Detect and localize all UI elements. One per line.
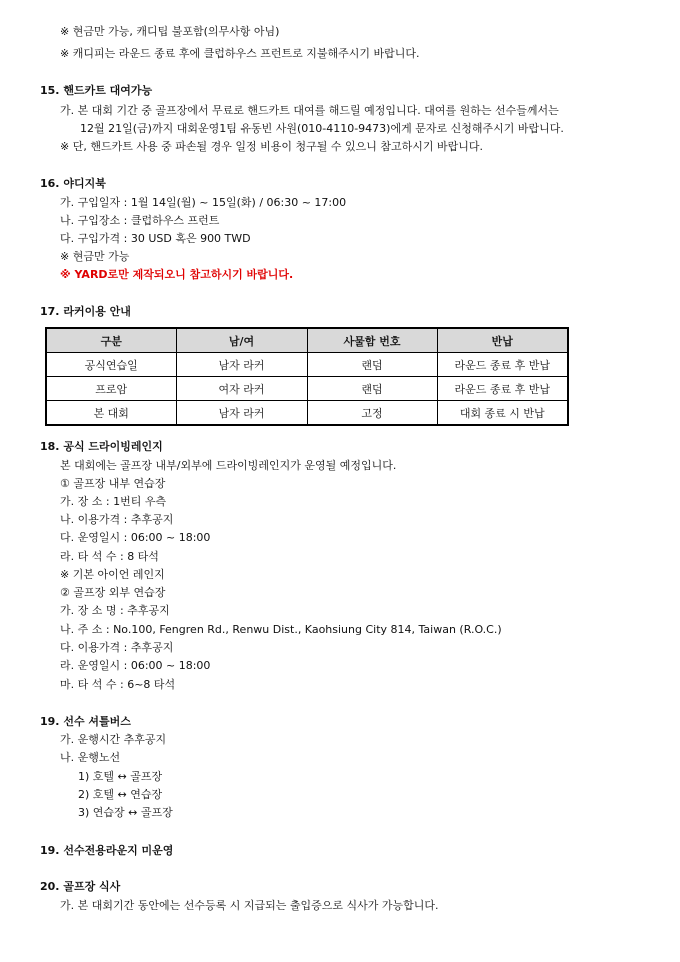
section-19-heading: 19. 선수 셔틀버스 <box>40 715 131 728</box>
section-15-heading: 15. 핸드카트 대여가능 <box>40 84 153 97</box>
section-18-line: ① 골프장 내부 연습장 <box>60 477 166 490</box>
caddie-fee-note: ※ 캐디피는 라운드 종료 후에 클럽하우스 프런트로 지불해주시기 바랍니다. <box>60 47 420 60</box>
table-cell: 랜덤 <box>307 353 437 377</box>
table-row <box>46 353 568 377</box>
section-16-item: 다. 구입가격 : 30 USD 혹은 900 TWD <box>60 232 251 245</box>
section-18-line: 다. 운영일시 : 06:00 ~ 18:00 <box>60 531 211 544</box>
section-18-line: 라. 타 석 수 : 8 타석 <box>60 550 159 563</box>
section-16-item: 가. 구입일자 : 1월 14일(월) ~ 15일(화) / 06:30 ~ 17:00 <box>60 196 347 209</box>
section-19b-heading: 19. 선수전용라운지 미운영 <box>40 844 174 857</box>
section-18-heading: 18. 공식 드라이빙레인지 <box>40 440 163 453</box>
table-cell: 프로암 <box>46 377 176 401</box>
table-cell: 랜덤 <box>307 377 437 401</box>
section-18-line: 나. 주 소 : No.100, Fengren Rd., Renwu Dist., Kaohsiung City 814, Taiwan (R.O.C.) <box>60 623 502 636</box>
table-cell: 라운드 종료 후 반납 <box>437 377 568 401</box>
column-header: 사물함 번호 <box>307 328 437 353</box>
section-18-line: 다. 이용가격 : 추후공지 <box>60 641 174 654</box>
table-cell: 여자 라커 <box>176 377 307 401</box>
shuttle-route: 3) 연습장 ↔ 골프장 <box>78 806 173 819</box>
table-cell: 대회 종료 시 반납 <box>437 401 568 426</box>
section-16-item: 나. 구입장소 : 클럽하우스 프런트 <box>60 214 220 227</box>
table-cell: 라운드 종료 후 반납 <box>437 353 568 377</box>
yard-warning: ※ YARD로만 제작되오니 참고하시기 바랍니다. <box>60 268 294 281</box>
section-17-heading: 17. 라커이용 안내 <box>40 305 131 318</box>
section-18-line: 가. 장 소 명 : 추후공지 <box>60 604 170 617</box>
table-cell: 고정 <box>307 401 437 426</box>
locker-table <box>45 327 569 426</box>
section-15-note: ※ 단, 핸드카트 사용 중 파손될 경우 일정 비용이 청구될 수 있으니 참고하시기 바랍니다. <box>60 140 483 153</box>
section-20-heading: 20. 골프장 식사 <box>40 880 121 893</box>
section-16-item: ※ 현금만 가능 <box>60 250 130 263</box>
table-row <box>46 377 568 401</box>
table-cell: 본 대회 <box>46 401 176 426</box>
table-row <box>46 401 568 426</box>
column-header: 구분 <box>46 328 176 353</box>
section-16-heading: 16. 야디지북 <box>40 177 106 190</box>
cash-only-note: ※ 현금만 가능, 캐디팁 불포함(의무사항 아님) <box>60 25 280 38</box>
table-header-row <box>46 328 568 353</box>
section-19-line: 가. 운행시간 추후공지 <box>60 733 167 746</box>
table-cell: 남자 라커 <box>176 353 307 377</box>
section-18-line: 마. 타 석 수 : 6~8 타석 <box>60 678 176 691</box>
section-15-line: 12월 21일(금)까지 대회운영1팀 유동빈 사원(010-4110-9473)에게 문자로 신청해주시기 바랍니다. <box>80 122 564 135</box>
section-20-line: 가. 본 대회기간 동안에는 선수등록 시 지급되는 출입증으로 식사가 가능합니다. <box>60 899 439 912</box>
section-18-intro: 본 대회에는 골프장 내부/외부에 드라이빙레인지가 운영될 예정입니다. <box>60 459 397 472</box>
section-18-line: ② 골프장 외부 연습장 <box>60 586 166 599</box>
column-header: 남/여 <box>176 328 307 353</box>
column-header: 반납 <box>437 328 568 353</box>
section-18-line: 나. 이용가격 : 추후공지 <box>60 513 174 526</box>
section-18-line: ※ 기본 아이언 레인지 <box>60 568 165 581</box>
section-15-line: 가. 본 대회 기간 중 골프장에서 무료로 핸드카트 대여를 해드릴 예정입니다. 대여를 원하는 선수들께서는 <box>60 104 559 117</box>
section-19-line: 나. 운행노선 <box>60 751 121 764</box>
shuttle-route: 2) 호텔 ↔ 연습장 <box>78 788 163 801</box>
shuttle-route: 1) 호텔 ↔ 골프장 <box>78 770 163 783</box>
table-cell: 공식연습일 <box>46 353 176 377</box>
section-18-line: 가. 장 소 : 1번티 우측 <box>60 495 167 508</box>
section-18-line: 라. 운영일시 : 06:00 ~ 18:00 <box>60 659 211 672</box>
table-cell: 남자 라커 <box>176 401 307 426</box>
